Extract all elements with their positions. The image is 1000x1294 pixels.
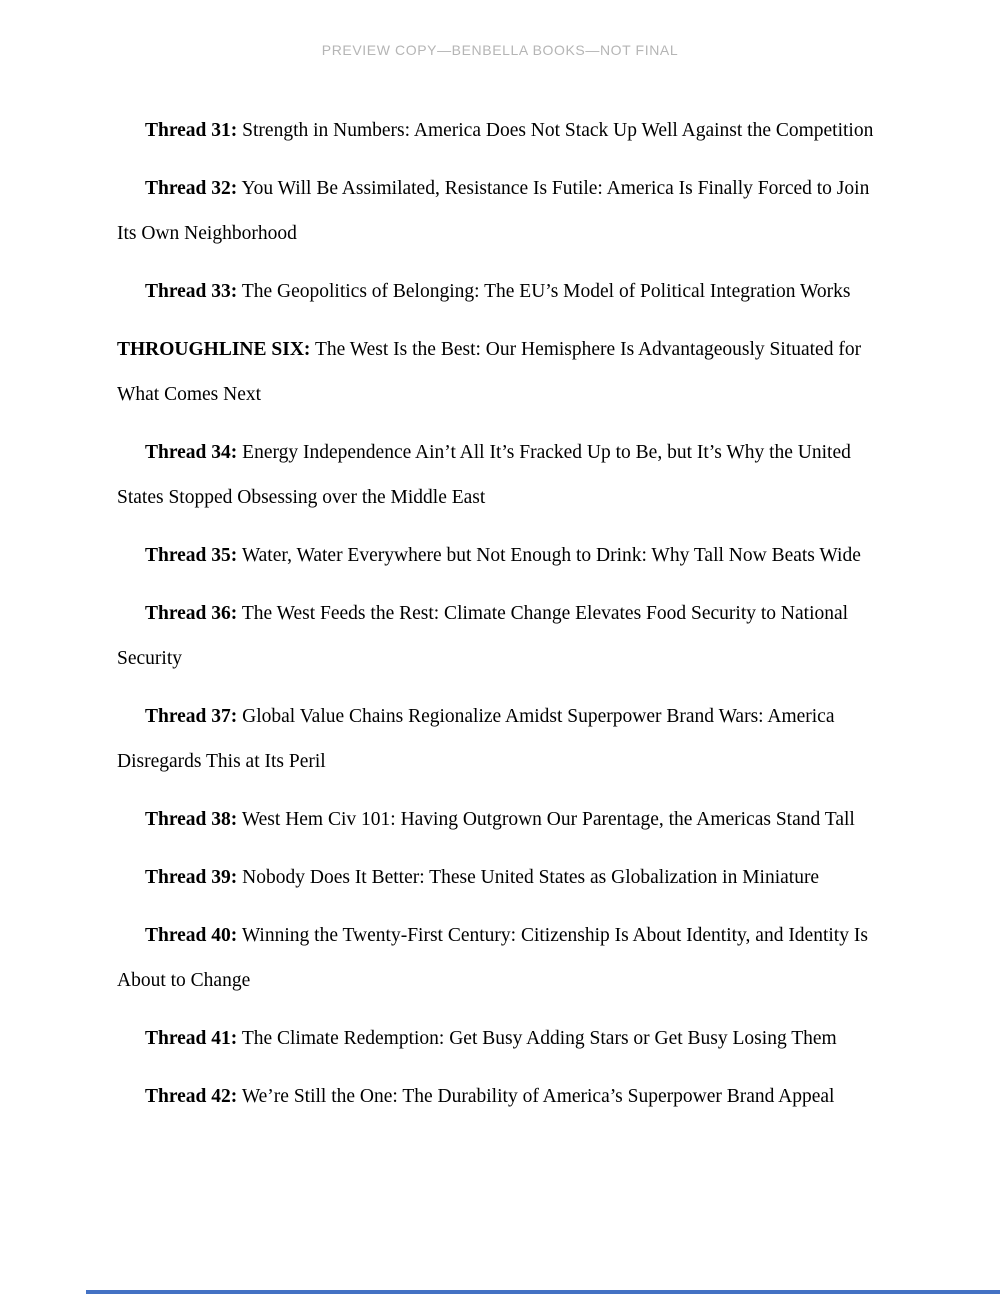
thread-entry bbox=[117, 694, 883, 784]
entry-label: Thread 39: bbox=[145, 867, 238, 888]
entry-label: Thread 41: bbox=[145, 1028, 238, 1049]
entry-title: The West Is the Best: Our Hemisphere Is Advantageously Situated for What Comes Next bbox=[117, 339, 862, 405]
thread-entry bbox=[117, 430, 883, 520]
preview-watermark: PREVIEW COPY—BENBELLA BOOKS—NOT FINAL bbox=[321, 42, 679, 58]
entry-label: Thread 40: bbox=[145, 925, 238, 946]
thread-entry bbox=[117, 797, 883, 842]
entry-title: The West Feeds the Rest: Climate Change Elevates Food Security to National Security bbox=[117, 603, 849, 669]
entry-title: You Will Be Assimilated, Resistance Is Futile: America Is Finally Forced to Join Its Own Neighborhood bbox=[117, 178, 870, 244]
entry-title: West Hem Civ 101: Having Outgrown Our Parentage, the Americas Stand Tall bbox=[241, 809, 855, 830]
contents-list bbox=[117, 108, 883, 1132]
entry-label: Thread 38: bbox=[145, 809, 238, 830]
thread-entry bbox=[117, 269, 883, 314]
entry-title: Nobody Does It Better: These United States as Globalization in Miniature bbox=[242, 867, 820, 888]
entry-label: Thread 33: bbox=[145, 281, 238, 302]
thread-entry bbox=[117, 855, 883, 900]
entry-label: Thread 32: bbox=[145, 178, 238, 199]
entry-label: Thread 35: bbox=[145, 545, 238, 566]
entry-label: Thread 37: bbox=[145, 706, 238, 727]
entry-title: We’re Still the One: The Durability of America’s Superpower Brand Appeal bbox=[241, 1086, 835, 1107]
entry-title: Water, Water Everywhere but Not Enough to Drink: Why Tall Now Beats Wide bbox=[241, 545, 861, 566]
entry-label: Thread 31: bbox=[145, 120, 238, 141]
entry-title: Strength in Numbers: America Does Not Stack Up Well Against the Competition bbox=[242, 120, 874, 141]
thread-entry bbox=[117, 108, 883, 153]
bottom-blue-divider bbox=[86, 1290, 1000, 1294]
entry-title: The Geopolitics of Belonging: The EU’s Model of Political Integration Works bbox=[241, 281, 851, 302]
thread-entry bbox=[117, 913, 883, 1003]
entry-title: Energy Independence Ain’t All It’s Fracked Up to Be, but It’s Why the United States Stopped Obsessing over the Middle East bbox=[117, 442, 851, 508]
entry-title: Global Value Chains Regionalize Amidst Superpower Brand Wars: America Disregards This at Its Peril bbox=[117, 706, 835, 772]
entry-label: Thread 34: bbox=[145, 442, 238, 463]
entry-label: Thread 36: bbox=[145, 603, 238, 624]
thread-entry bbox=[117, 1016, 883, 1061]
entry-title: Winning the Twenty-First Century: Citizenship Is About Identity, and Identity Is About to Change bbox=[117, 925, 868, 991]
thread-entry bbox=[117, 591, 883, 681]
thread-entry bbox=[117, 166, 883, 256]
thread-entry bbox=[117, 1074, 883, 1119]
entry-label: Thread 42: bbox=[145, 1086, 238, 1107]
throughline-entry bbox=[117, 327, 883, 417]
entry-label: THROUGHLINE SIX: bbox=[117, 339, 311, 360]
thread-entry bbox=[117, 533, 883, 578]
entry-title: The Climate Redemption: Get Busy Adding Stars or Get Busy Losing Them bbox=[241, 1028, 837, 1049]
